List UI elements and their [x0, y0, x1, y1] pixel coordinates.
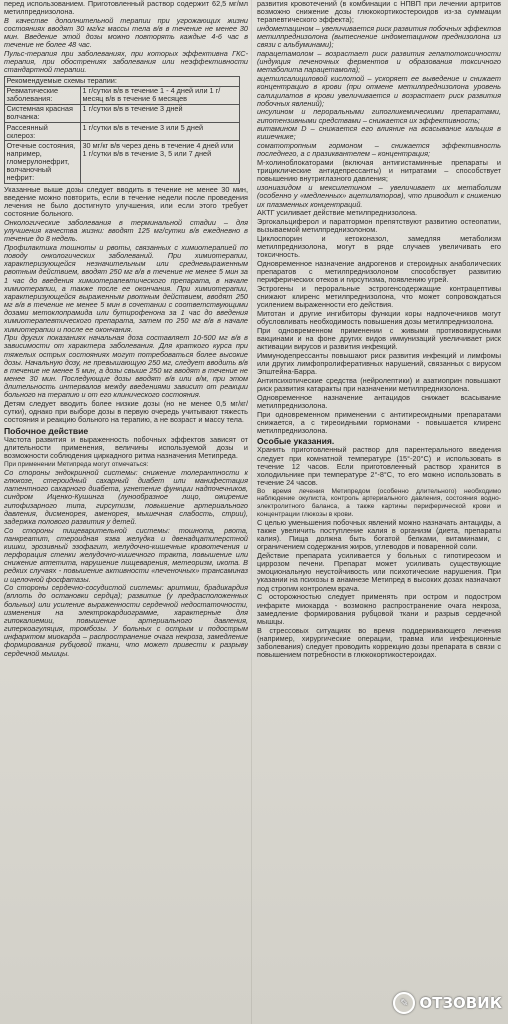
- paragraph: При других показаниях начальная доза составляет 10-500 мг в/в в зависимости от характера заболевания. Для краткого курса при тяжелых острых состояниях могут потребоваться более высокие дозы. Начальную дозу, не превышающую 250 мг, следует вводить в/в в течение не менее 5 мин, а дозы свыше 250 мг вводят в течение не менее 30 мин. Последующие дозы вводят в/в или в/м, при этом длительность интервалов между введениями зависит от реакции больного на терапию и от его клинического состояния.: [4, 333, 248, 400]
- paragraph: Антипсихотические средства (нейролептики) и азатиоприн повышают риск развития катаракты при назначении метилпреднизолона.: [257, 376, 501, 394]
- paragraph: инсулином и пероральными гипогликемическими препаратами, гипотензивными средствами – снижается их эффективность;: [257, 107, 501, 125]
- table-row: [5, 104, 240, 122]
- paragraph: индометацином – увеличивается риск развития побочных эффектов метилпреднизолона (вытеснение индометацином преднизолона из связи с альбуминами);: [257, 24, 501, 50]
- table-row: [5, 123, 240, 141]
- left-column: [4, 0, 248, 1024]
- table-cell: 1 г/сутки в/в в течение 3 дней: [81, 104, 240, 122]
- paragraph: Частота развития и выраженность побочных эффектов зависят от длительности применения, величины используемой дозы и возможности соблюдения циркадного ритма назначения Метипреда.: [4, 434, 248, 460]
- paragraph: Хранить приготовленный раствор для парентерального введения следует при комнатной температуре (15°-20°С) и использовать в течение 12 часов. Если приготовленный раствор хранится в холодильнике при температуре 2°-8°С, то его можно использовать в течение 24 часов.: [257, 445, 501, 488]
- dosage-table-header: Рекомендуемые схемы терапии:: [5, 76, 240, 86]
- paragraph: Пульс-терапия при заболеваниях, при которых эффективна ГКС-терапия, при обострениях заболевания или неэффективности стандартной терапии.: [4, 49, 248, 75]
- table-cell: 1 г/сутки в/в в течение 3 или 5 дней: [81, 123, 240, 141]
- table-cell: Рассеянный склероз:: [5, 123, 81, 141]
- table-cell: 1 г/сутки в/в в течение 1 - 4 дней или 1 г/месяц в/в в течение 6 месяцев: [81, 86, 240, 104]
- paragraph: соматотропным гормоном – снижается эффективность последнего, а с празиквантелем – концентрация;: [257, 141, 501, 159]
- table-cell: Ревматические заболевания:: [5, 86, 81, 104]
- paragraph: Действие препарата усиливается у больных с гипотиреозом и циррозом печени. Препарат может усиливать существующие эмоциональную неустойчивость или психотические нарушения. При указании на психозы в анамнезе Метипред в высоких дозах назначают под строгим контролем врача.: [257, 550, 501, 593]
- paragraph: Онкологические заболевания в терминальной стадии – для улучшения качества жизни: вводят 125 мг/сутки в/в ежедневно в течение до 8 недель.: [4, 217, 248, 244]
- paragraph: Одновременное назначение антацидов снижает всасывание метилпреднизолона.: [257, 393, 501, 411]
- right-column: [257, 0, 501, 1024]
- paragraph: Детям следует вводить более низкие дозы (но не менее 0,5 мг/кг/сутки), однако при выборе дозы в первую очередь учитывают тяжесть состояния и реакцию больного на терапию, а не возраст и массу тела.: [4, 399, 248, 425]
- otzovik-watermark: [393, 992, 502, 1014]
- paragraph: Во время лечения Метипредом (особенно длительного) необходимо наблюдение окулиста, контроль артериального давления, состояния водно-электролитного баланса, а также картины периферической крови и концентрации глюкозы в крови.: [257, 487, 501, 518]
- dosage-table: [4, 76, 240, 184]
- table-cell: Системная красная волчанка:: [5, 104, 81, 122]
- paragraph: Циклоспорин и кетоконазол, замедляя метаболизм метилпреднизолона, могут в ряде случаев увеличивать его токсичность.: [257, 233, 501, 260]
- table-row: [5, 86, 240, 104]
- paragraph: М-холиноблокаторами (включая антигистаминные препараты и трициклические антидепрессанты) и нитратами – способствует повышению внутриглазного давления;: [257, 158, 501, 184]
- paragraph: Митотан и другие ингибиторы функции коры надпочечников могут обусловливать необходимость повышения дозы метилпреднизолона.: [257, 309, 501, 327]
- paragraph: С целью уменьшения побочных явлений можно назначать антациды, а также увеличить поступление калия в организм (диета, препараты калия). Пища должна быть богатой белками, витаминами, с ограничением содержания жиров, углеводов и поваренной соли.: [257, 517, 501, 552]
- paragraph: Со стороны эндокринной системы: снижение толерантности к глюкозе, стероидный сахарный диабет или манифестация латентного сахарного диабета, угнетение функции надпочечников, синдром Иценко-Кушинга (лунообразное лицо, ожирение гипофизарного типа, гирсутизм, повышение артериального давления, дисменорея, аменорея, мышечная слабость, стрии), задержка полового развития у детей.: [4, 467, 248, 526]
- table-cell: 30 мг/кг в/в через день в течение 4 дней или 1 г/сутки в/в в течение 3, 5 или 7 дней: [81, 141, 240, 183]
- paragraph: В качестве дополнительной терапии при угрожающих жизни состояниях вводят 30 мг/кг массы тела в/в в течение не менее 30 мин. Введение этой дозы можно повторять каждые 4-6 час в течение не более 48 час.: [4, 15, 248, 50]
- paragraph: Со стороны сердечно-сосудистой системы: аритмии, брадикардия (вплоть до остановки сердца); развитие (у предрасположенных больных) или усиление выраженности сердечной недостаточности, изменения на электрокардиограмме, характерные для гипокалиемии, повышение артериального давления, гиперкоагуляция, тромбозы. У больных с острым и подострым инфарктом миокарда – распространение очага некроза, замедление формирования рубцовой ткани, что может привести к разрыву сердечной мышцы.: [4, 583, 248, 658]
- paragraph: изониазидом и мексилетином – увеличивает их метаболизм (особенно у «медленных» ацетиляторов), что приводит к снижению их плазменных концентраций.: [257, 183, 501, 209]
- section-heading-special-instructions: Особые указания.: [257, 436, 335, 447]
- paragraph: Одновременное назначение андрогенов и стероидных анаболических препаратов с метилпреднизолоном способствует развитию периферических отеков и гирсутизма, появлению угрей.: [257, 258, 501, 285]
- paragraph: развития кровотечений (в комбинации с НПВП при лечении артритов возможно снижение дозы глюкокортикостероидов из-за суммации терапевтического эффекта);: [257, 0, 501, 25]
- paragraph: В стрессовых ситуациях во время поддерживающего лечения (например, хирургические операции, травма или инфекционные заболевания) следует проводить коррекцию дозы препарата в связи с повышением потребности в глюкокортикостероидах.: [257, 625, 501, 660]
- table-cell: Отечные состояния, например, гломерулонефрит, волчаночный нефрит:: [5, 141, 81, 183]
- watermark-text: ОТЗОВИК: [419, 994, 502, 1012]
- paragraph: При одновременном применении с живыми противовирусными вакцинами и на фоне других видов иммунизаций увеличивает риск активации вирусов и развития инфекций.: [257, 326, 501, 352]
- otzovik-logo-icon: ✎: [393, 992, 415, 1014]
- paragraph: При применении Метипреда могут отмечаться:: [4, 460, 149, 468]
- paragraph: перед использованием. Приготовленный раствор содержит 62,5 мг/мл метилпреднизолона.: [4, 0, 248, 17]
- column-divider: [251, 0, 252, 1024]
- table-row: [5, 141, 240, 183]
- paragraph: Эстрогены и пероральные эстрогенсодержащие контрацептивы снижают клиренс метилпреднизолона, что может сопровождаться усилением выраженности его действия.: [257, 284, 501, 310]
- paragraph: АКТГ усиливает действие метилпреднизолона.: [257, 208, 418, 218]
- paragraph: При одновременном применении с антитиреоидными препаратами снижается, а с тиреоидными гормонами - повышается клиренс метилпреднизолона.: [257, 409, 501, 436]
- paragraph: С осторожностью следует применять при остром и подостром инфаркте миокарда - возможно распространение очага некроза, замедление формирования рубцовой ткани и разрыв сердечной мышцы.: [257, 592, 501, 626]
- paragraph: Профилактика тошноты и рвоты, связанных с химиотерапией по поводу онкологических заболеваний. При химиотерапии, характеризующейся незначительным или средневыраженным рвотным действием, вводят 250 мг в/в в течение не менее 5 мин за 1 час до введения химиотерапевтического препарата, в начале химиотерапии, а также после ее окончания. При химиотерапии, характеризующейся выраженным рвотным действием, вводят 250 мг в/в в течение не менее 5 мин в сочетании с соответствующими дозами метоклопрамида или бутирофенона за 1 час до введения химиотерапевтического препарата, затем по 250 мг в/в в начале химиотерапии и после ее окончания.: [4, 243, 248, 334]
- paragraph: Эргокальциферол и паратгормон препятствуют развитию остеопатии, вызываемой метилпреднизолоном.: [257, 217, 501, 235]
- paragraph: парацетамолом – возрастает риск развития гепатотоксичности (индукция печеночных ферментов и образования токсичного метаболита парацетамола);: [257, 49, 501, 75]
- paragraph: Указанные выше дозы следует вводить в течение не менее 30 мин, введение можно повторить, если в течение недели после проведения лечения не было достигнуто улучшения, или если этого требует состояние больного.: [4, 184, 248, 219]
- paragraph: ацетилсалициловой кислотой – ускоряет ее выведение и снижает концентрацию в крови (при отмене метилпреднизолона уровень салицилатов в крови увеличивается и возрастает риск развития побочных явлений);: [257, 74, 501, 108]
- section-heading-side-effects: Побочное действие: [4, 425, 89, 436]
- paragraph: Иммунодепрессанты повышают риск развития инфекций и лимфомы или других лимфопролиферативных нарушений, связанных с вирусом Эпштейна-Барра.: [257, 351, 501, 377]
- paragraph: витамином D – снижается его влияние на всасывание кальция в кишечнике;: [257, 124, 501, 142]
- paragraph: Со стороны пищеварительной системы: тошнота, рвота, панкреатит, стероидная язва желудка и двенадцатиперстной кишки, эрозивный эзофагит, желудочно-кишечные кровотечения и перфорация стенки желудочно-кишечного тракта, повышение или снижение аппетита, нарушение пищеварения, метеоризм, икота. В редких случаях - повышение активности «печеночных» трансаминаз и щелочной фосфатазы.: [4, 525, 248, 584]
